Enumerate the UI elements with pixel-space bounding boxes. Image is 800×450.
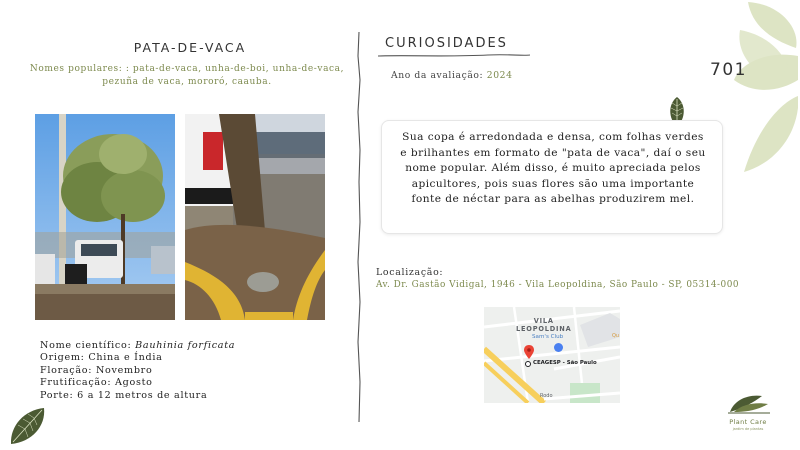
heading-underline	[378, 52, 530, 60]
scientific-name: Nome científico: Bauhinia forficata	[40, 340, 236, 351]
brand-tagline: jardim de plantas	[732, 427, 764, 431]
plant-facts	[40, 340, 340, 402]
evaluation-year: Ano da avaliação: 2024	[391, 70, 513, 81]
column-divider	[354, 32, 364, 422]
location-map[interactable]	[484, 307, 620, 403]
map-road-label: Rodo	[540, 393, 553, 399]
location-address[interactable]: Av. Dr. Gastão Vidigal, 1946 - Vila Leopoldina, São Paulo - SP, 05314-000	[376, 280, 739, 290]
map-district-label: VILA LEOPOLDINA	[516, 317, 572, 333]
popular-names: Nomes populares: : pata-de-vaca, unha-de-boi, unha-de-vaca, pezuña de vaca, mororó, caauba.	[29, 64, 345, 87]
map-pin-icon	[524, 345, 534, 359]
size: Porte: 6 a 12 metros de altura	[40, 389, 208, 401]
flowering: Floração: Novembro	[40, 364, 153, 376]
leaf-icon	[6, 404, 48, 446]
curiosities-card	[381, 120, 723, 234]
map-pin-label: CEAGESP - São Paulo	[533, 360, 597, 366]
tree-base-photo	[185, 114, 325, 320]
brand-name: Plant Care	[729, 418, 767, 426]
plant-care-logo	[716, 392, 780, 416]
curiosities-heading: CURIOSIDADES	[385, 36, 508, 51]
curiosities-text: Sua copa é arredondada e densa, com folhas verdes e brilhantes em formato de "pata de vaca", daí o seu nome popular. Além disso, é muito apreciada pelos apicultores, pois suas flores são uma importante fonte de néctar para as abelhas produzirem mel.	[400, 131, 706, 206]
origin: Origem: China e Índia	[40, 352, 163, 364]
fruiting: Frutificação: Agosto	[40, 377, 153, 389]
map-store-marker	[554, 343, 563, 352]
map-place-marker	[525, 361, 531, 367]
plant-number-badge: 701	[710, 60, 747, 80]
tree-photo	[35, 114, 175, 320]
location-label: Localização:	[376, 267, 444, 278]
map-edge-label: Qu	[612, 333, 620, 339]
plant-title: PATA-DE-VACA	[133, 40, 247, 55]
map-store-label: Sam's Club	[532, 334, 564, 340]
